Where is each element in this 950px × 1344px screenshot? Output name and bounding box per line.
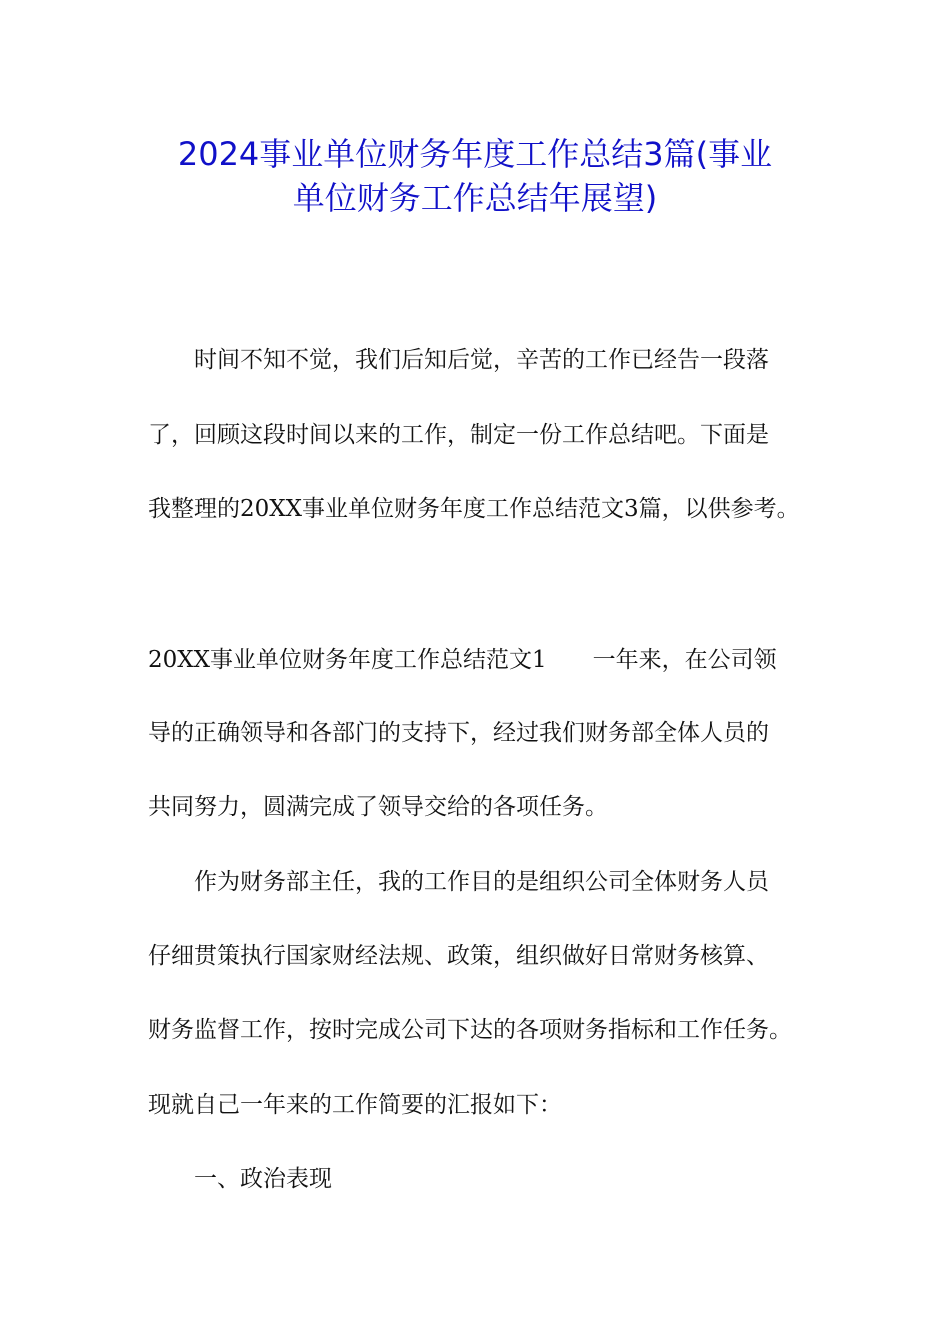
document-title-line-2: 单位财务工作总结年展望) bbox=[292, 179, 658, 217]
paragraph-line: 现就自己一年来的工作简要的汇报如下： bbox=[148, 1092, 562, 1118]
paragraph-line: 了，回顾这段时间以来的工作，制定一份工作总结吧。下面是 bbox=[148, 422, 769, 448]
section-heading: 一、政治表现 bbox=[194, 1166, 332, 1192]
paragraph-line: 作为财务部主任，我的工作目的是组织公司全体财务人员 bbox=[194, 869, 769, 895]
paragraph-line: 导的正确领导和各部门的支持下，经过我们财务部全体人员的 bbox=[148, 720, 769, 746]
paragraph-line: 共同努力，圆满完成了领导交给的各项任务。 bbox=[148, 794, 608, 820]
document-title-line-1: 2024事业单位财务年度工作总结3篇(事业 bbox=[177, 135, 773, 173]
paragraph-line: 时间不知不觉，我们后知后觉，辛苦的工作已经告一段落 bbox=[194, 347, 769, 373]
paragraph-line: 仔细贯策执行国家财经法规、政策，组织做好日常财务核算、 bbox=[148, 943, 769, 969]
paragraph-line: 我整理的20XX事业单位财务年度工作总结范文3篇，以供参考。 bbox=[148, 496, 800, 522]
paragraph-line: 20XX事业单位财务年度工作总结范文1 一年来，在公司领 bbox=[148, 647, 777, 673]
paragraph-line: 财务监督工作，按时完成公司下达的各项财务指标和工作任务。 bbox=[148, 1017, 792, 1043]
